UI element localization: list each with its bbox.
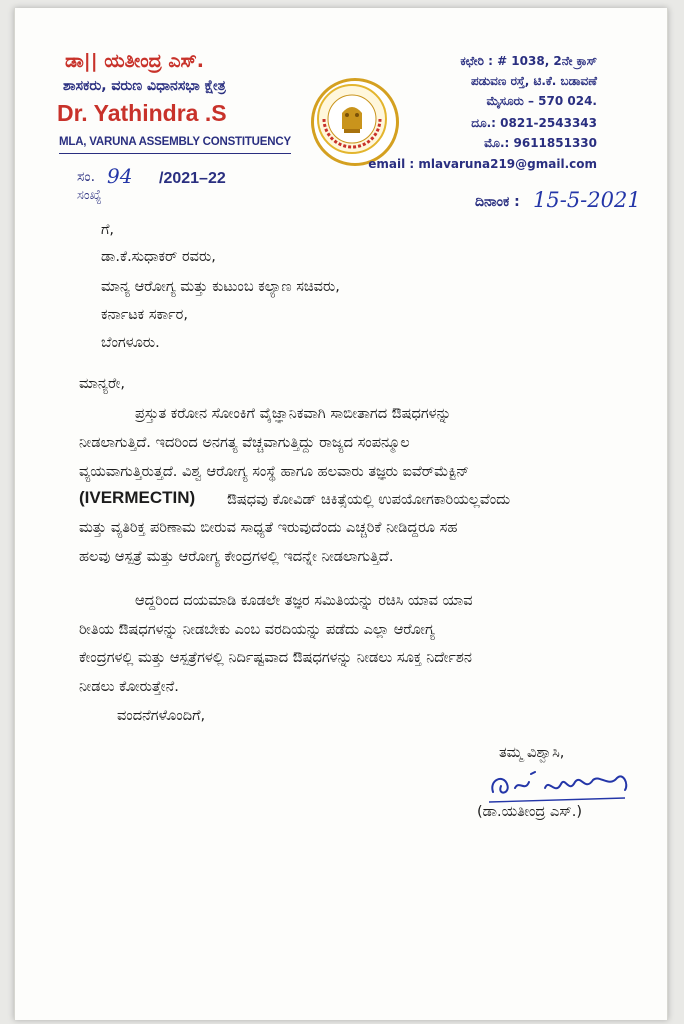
letter-page [14, 8, 668, 1020]
recipient-line: ಮಾನ್ಯ ಆರೋಗ್ಯ ಮತ್ತು ಕುಟುಂಬ ಕಲ್ಯಾಣ ಸಚಿವರು, [101, 279, 340, 295]
mobile-line: ಮೊ.: 9611851330 [484, 136, 597, 150]
closing: ವಂದನೆಗಳೊಂದಿಗೆ, [117, 708, 206, 724]
karnataka-government-seal [311, 78, 399, 166]
reference-year: /2021–22 [159, 170, 226, 187]
salutation: ಮಾನ್ಯರೇ, [79, 376, 126, 392]
letterhead-divider [59, 153, 291, 154]
body-line: ಕೇಂದ್ರಗಳಲ್ಲಿ ಮತ್ತು ಆಸ್ಪತ್ರೆಗಳಲ್ಲಿ ನಿರ್ದಿಷ್ಟವಾದ ಔಷಧಗಳನ್ನು ನೀಡಲು ಸೂಕ್ತ ನಿರ್ದೇಶನ [79, 650, 472, 666]
body-line: ನೀಡಲಾಗುತ್ತಿದೆ. ಇದರಿಂದ ಅನಗತ್ಯ ವೆಚ್ಚವಾಗುತ್ತಿದ್ದು ರಾಜ್ಯದ ಸಂಪನ್ಮೂಲ [79, 435, 410, 451]
recipient-line: ಕರ್ನಾಟಕ ಸರ್ಕಾರ, [101, 307, 188, 323]
body-drug-name: (IVERMECTIN) [79, 488, 196, 507]
recipient-to: ಗೆ, [101, 222, 115, 238]
body-line: ಔಷಧವು ಕೋವಿಡ್ ಚಿಕಿತ್ಸೆಯಲ್ಲಿ ಉಪಯೋಗಕಾರಿಯಲ್ಲವೆಂದು [227, 492, 511, 508]
reference-sub-label: ಸಂಖ್ಯೆ [77, 188, 102, 203]
recipient-line: ಡಾ.ಕೆ.ಸುಧಾಕರ್ ರವರು, [101, 249, 216, 265]
signatory-name: (ಡಾ.ಯತೀಂದ್ರ ಎಸ್.) [477, 804, 583, 820]
address-line: ಪಡುವಣ ರಸ್ತೆ, ಟಿ.ಕೆ. ಬಡಾವಣೆ [471, 74, 597, 88]
date-label: ದಿನಾಂಕ : [475, 194, 520, 210]
body-line: ಮತ್ತು ವ್ಯತಿರಿಕ್ತ ಪರಿಣಾಮ ಬೀರುವ ಸಾಧ್ಯತೆ ಇರುವುದೆಂದು ಎಚ್ಚರಿಕೆ ನೀಡಿದ್ದರೂ ಸಹ [79, 520, 458, 536]
letterhead-role-kannada: ಶಾಸಕರು, ವರುಣ ವಿಧಾನಸಭಾ ಕ್ಷೇತ್ರ [63, 78, 226, 94]
body-line: ನೀಡಲು ಕೋರುತ್ತೇನೆ. [79, 679, 179, 695]
letterhead-name-kannada: ಡಾ|| ಯತೀಂದ್ರ ಎಸ್. [65, 50, 204, 72]
reference-number-handwritten: 94 [107, 164, 133, 188]
recipient-line: ಬೆಂಗಳೂರು. [101, 335, 160, 351]
email-line: email : mlavaruna219@gmail.com [368, 157, 597, 171]
reference-label: ಸಂ. [77, 169, 96, 185]
date-handwritten: 15-5-2021 [533, 188, 641, 212]
body-line: ರೀತಿಯ ಔಷಧಗಳನ್ನು ನೀಡಬೇಕು ಎಂಬ ವರದಿಯನ್ನು ಪಡೆದು ಎಲ್ಲಾ ಆರೋಗ್ಯ [79, 622, 435, 638]
letterhead-role-english: MLA, VARUNA ASSEMBLY CONSTITUENCY [59, 136, 291, 148]
address-line: ಕಛೇರಿ : # 1038, 2ನೇ ಕ್ರಾಸ್ [460, 54, 597, 68]
yours-faithfully: ತಮ್ಮ ವಿಶ್ವಾಸಿ, [499, 745, 565, 761]
letterhead-name-english: Dr. Yathindra .S [57, 100, 227, 126]
address-line: ಮೈಸೂರು – 570 024. [486, 94, 597, 108]
body-line: ವ್ಯಯವಾಗುತ್ತಿರುತ್ತದೆ. ವಿಶ್ವ ಆರೋಗ್ಯ ಸಂಸ್ಥೆ ಹಾಗೂ ಹಲವಾರು ತಜ್ಞರು ಐವೆರ್‌ಮೆಕ್ಟಿನ್ [79, 464, 470, 480]
phone-line: ದೂ.: 0821-2543343 [471, 116, 597, 130]
body-line: ಹಲವು ಆಸ್ಪತ್ರೆ ಮತ್ತು ಆರೋಗ್ಯ ಕೇಂದ್ರಗಳಲ್ಲಿ ಇದನ್ನೇ ನೀಡಲಾಗುತ್ತಿದೆ. [79, 549, 394, 565]
body-line: ಪ್ರಸ್ತುತ ಕರೋನ ಸೋಂಕಿಗೆ ವೈಜ್ಞಾನಿಕವಾಗಿ ಸಾಬೀತಾಗದ ಔಷಧಗಳನ್ನು [135, 406, 452, 422]
body-line: ಆದ್ದರಿಂದ ದಯಮಾಡಿ ಕೂಡಲೇ ತಜ್ಞರ ಸಮಿತಿಯನ್ನು ರಚಿಸಿ ಯಾವ ಯಾವ [135, 593, 473, 609]
